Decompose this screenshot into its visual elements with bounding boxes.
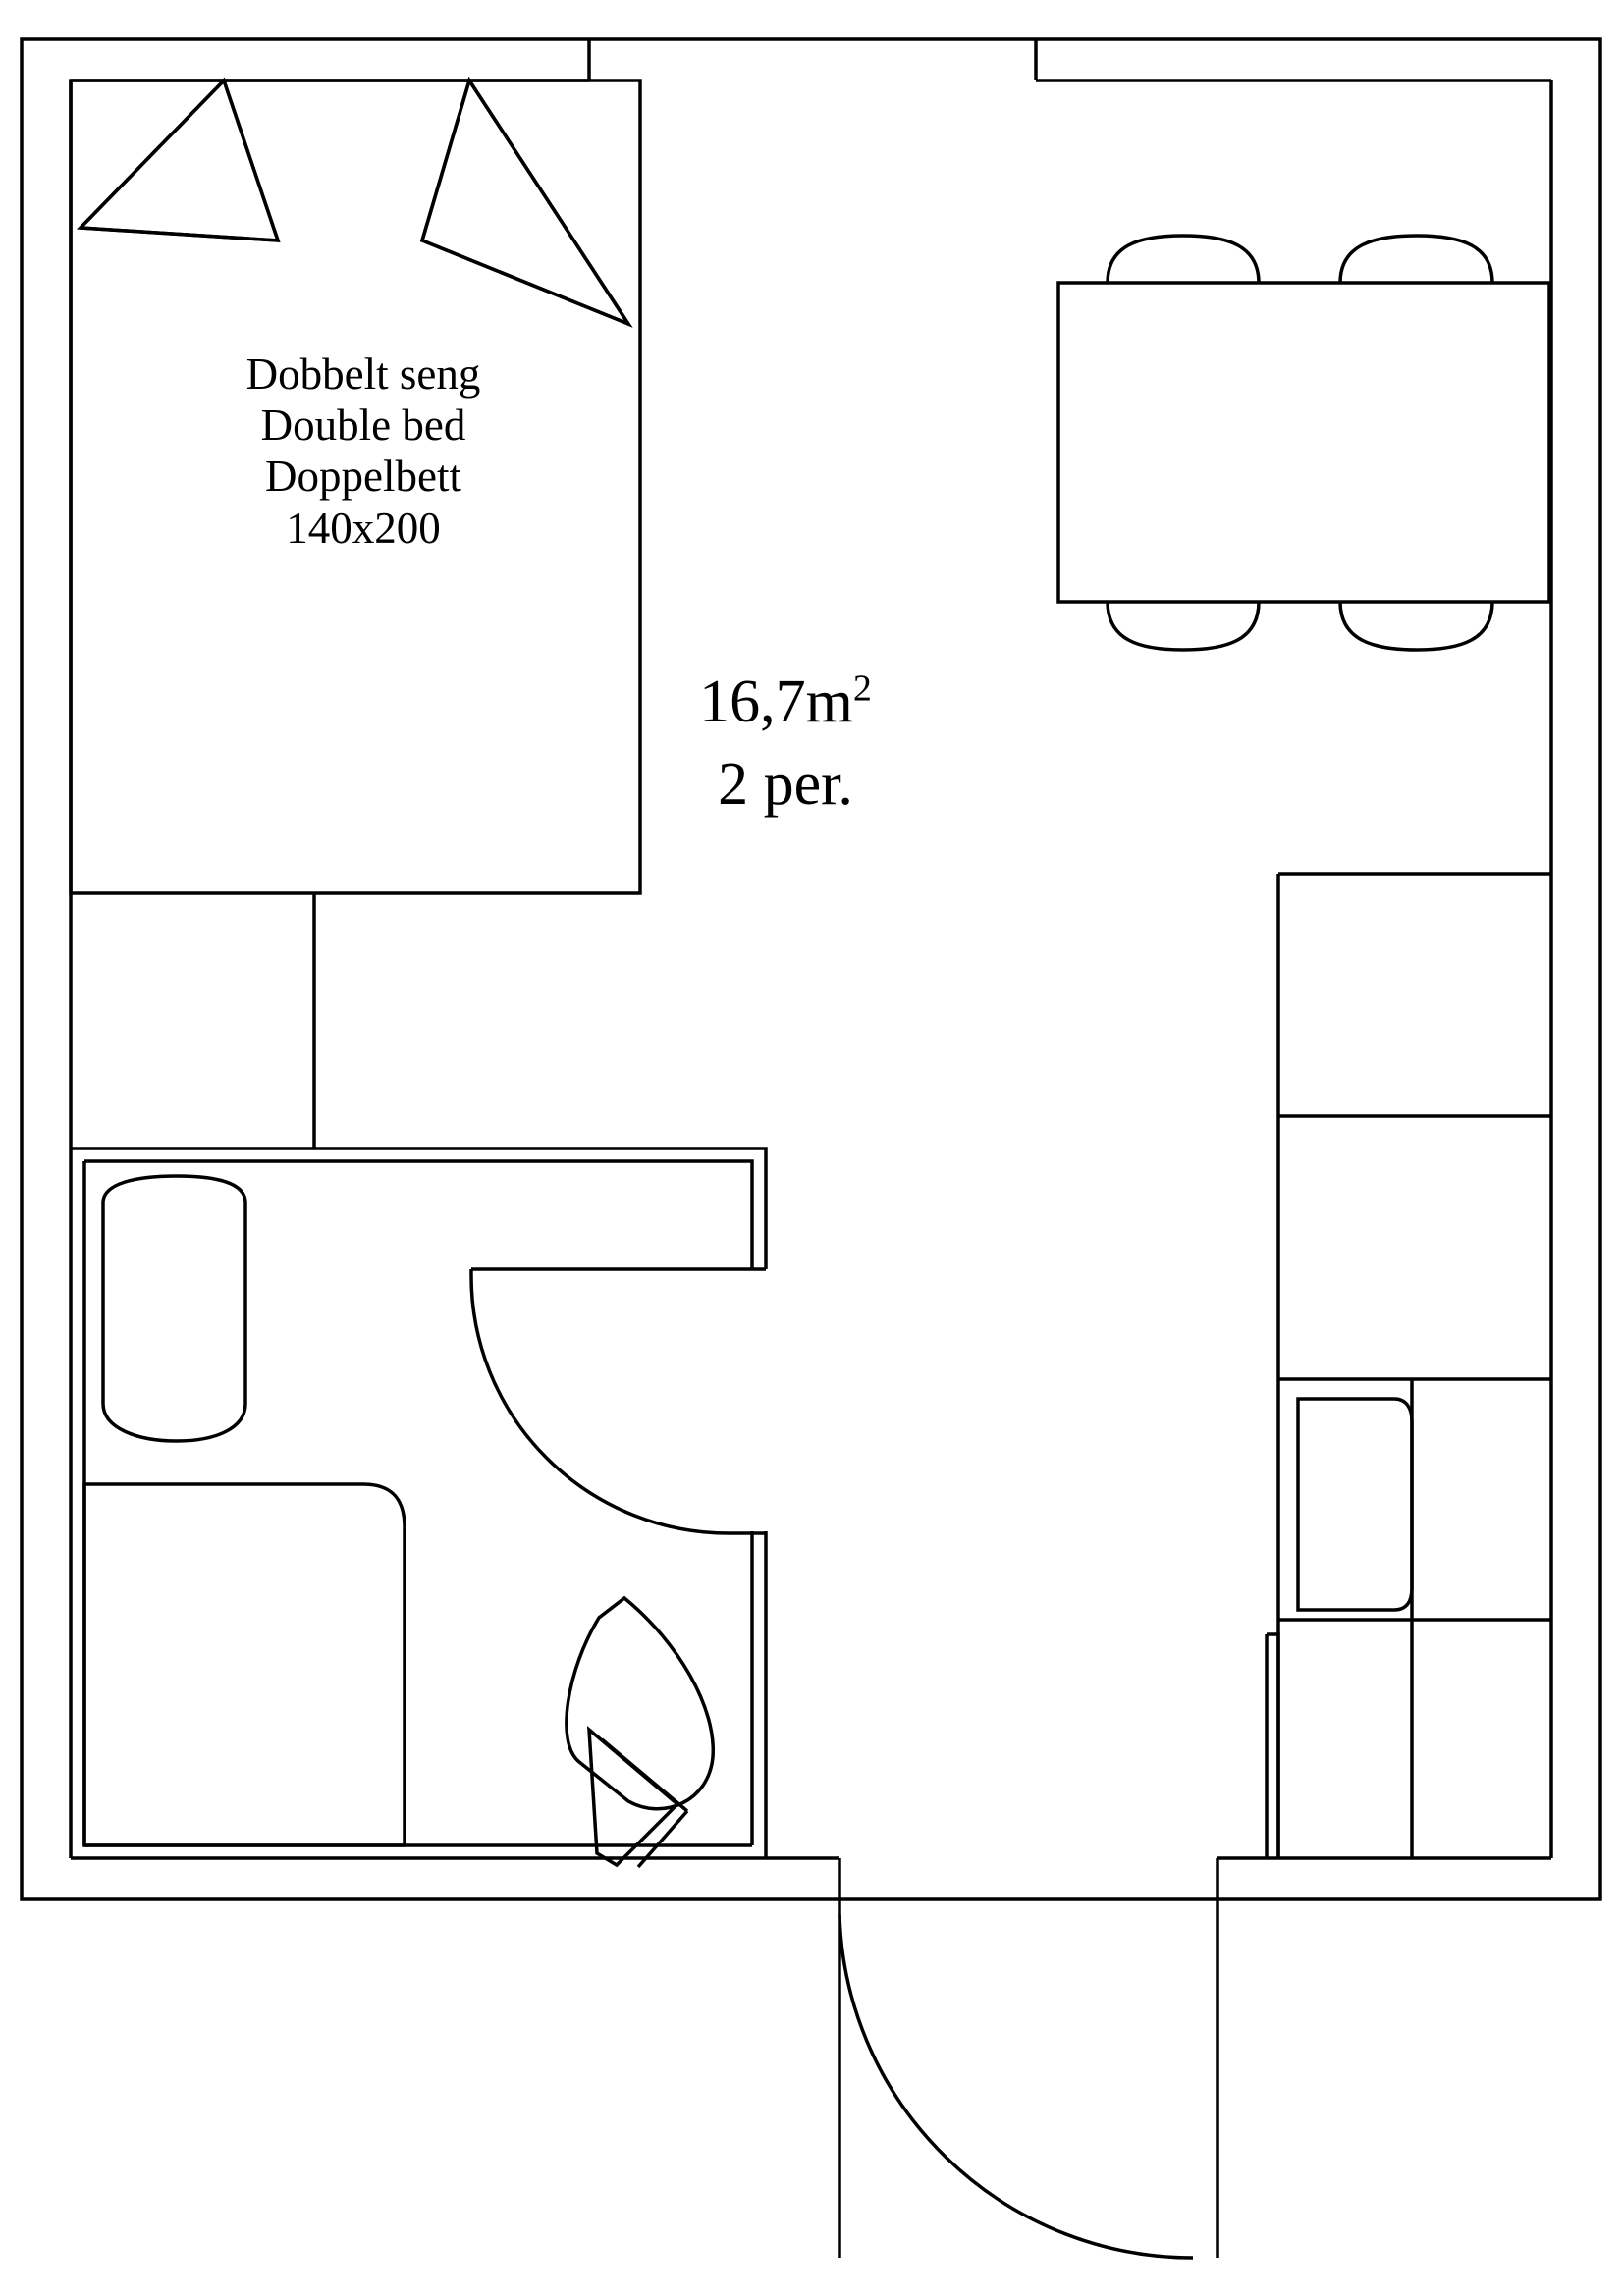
bed-pillow-left [81,80,278,240]
bed-label-no: Dobbelt seng [245,349,481,399]
dining-chairs [1108,236,1492,650]
kitchen-sink [1298,1399,1412,1610]
bed-label-de: Doppelbett [265,452,461,502]
window-top [589,39,1036,80]
dining-table [1058,283,1549,602]
bed-pillow-right [422,80,628,324]
bathroom-walls [71,1148,766,1858]
area-value-line [589,667,982,738]
inner-wall [71,80,1551,1858]
bed-label-en: Double bed [260,400,466,451]
shower-tray [84,1484,405,1845]
occupancy-value: 2 per. [718,750,853,818]
area-label [589,667,982,821]
bathroom-sink [103,1176,245,1441]
bed-label-size: 140x200 [286,503,441,553]
toilet [567,1598,713,1867]
bed-label [118,348,609,554]
kitchen-counter [1278,874,1551,1858]
area-exponent: 2 [852,667,872,710]
bathroom-door [471,1269,766,1533]
area-value: 16,7m [699,668,853,735]
entry-door [839,1858,1217,2258]
lower-cabinet [1267,1620,1412,1858]
